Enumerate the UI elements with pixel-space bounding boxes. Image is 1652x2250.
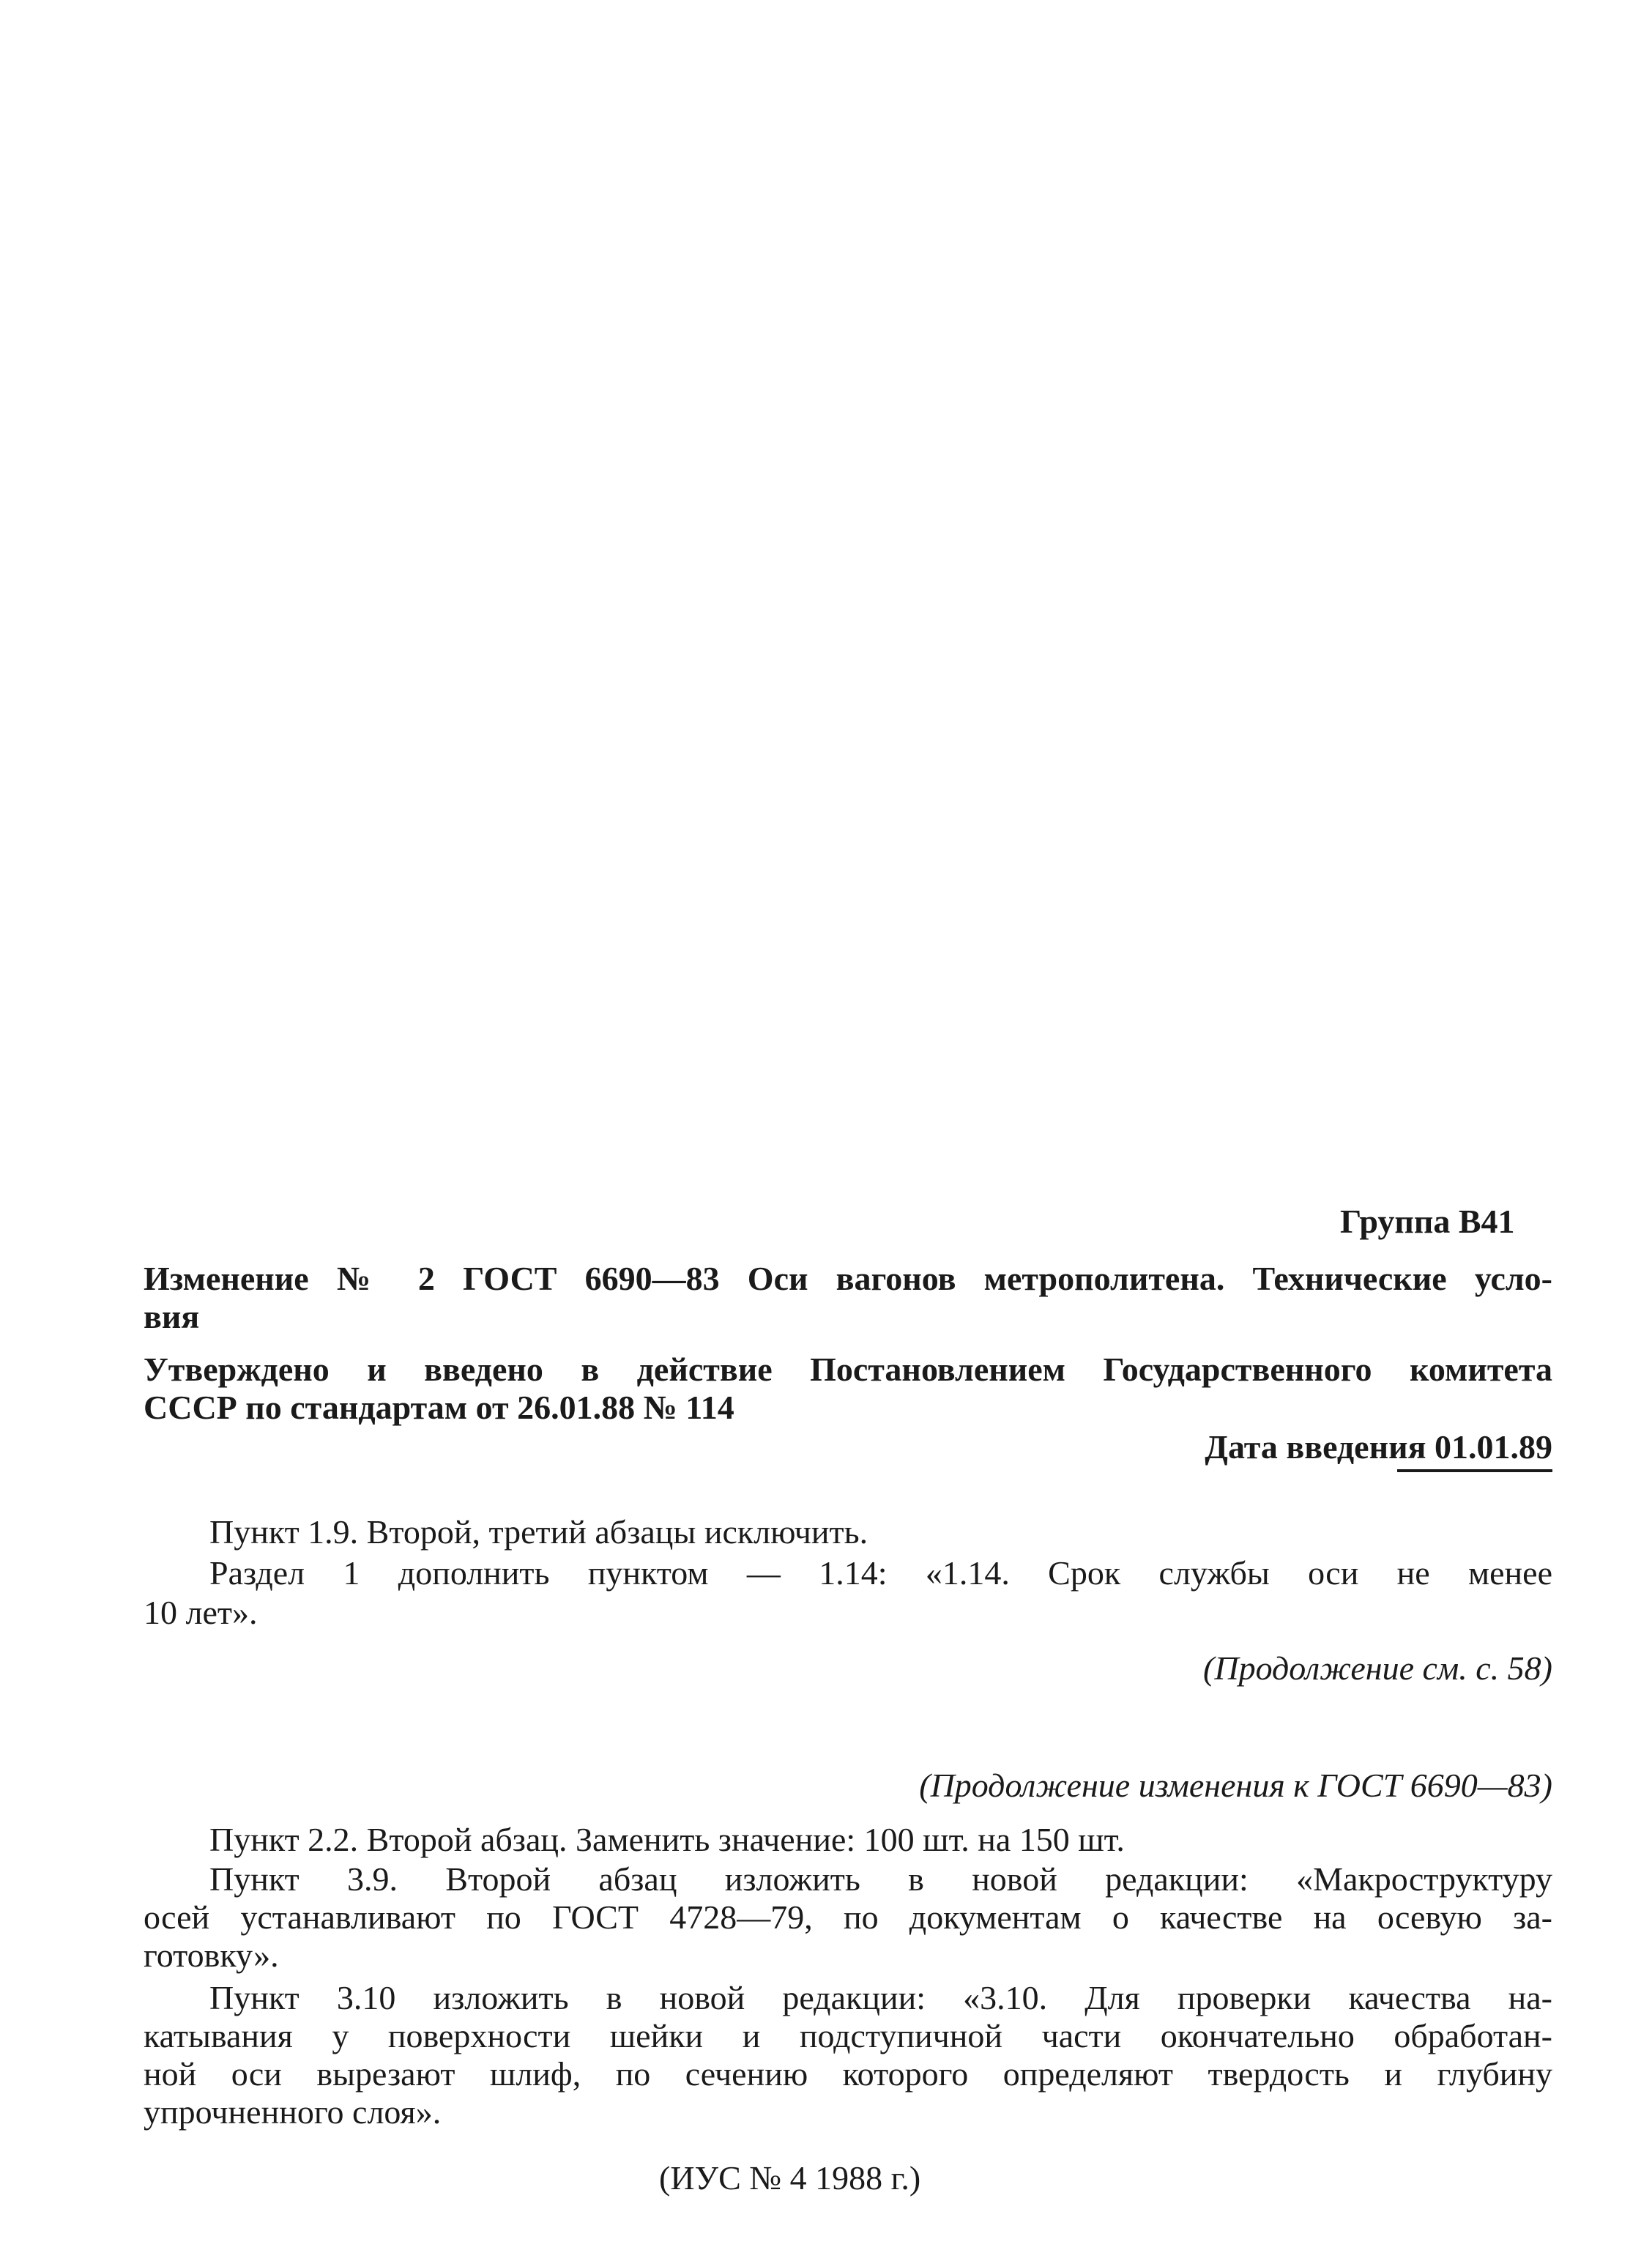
source-reference: (ИУС № 4 1988 г.)	[659, 2159, 921, 2197]
paragraph-3-10-line-2: катывания у поверхности шейки и подступичной части окончательно обработан-	[144, 2017, 1552, 2054]
paragraph-section-1-addition-continued: 10 лет».	[144, 1594, 258, 1631]
group-code: Группа В41	[1340, 1203, 1515, 1240]
paragraph-3-9: Пункт 3.9. Второй абзац изложить в новой редакции: «Макроструктуру	[209, 1860, 1552, 1898]
effective-date-label: Дата введения	[1205, 1428, 1426, 1466]
paragraph-1-9: Пункт 1.9. Второй, третий абзацы исключить.	[209, 1513, 868, 1551]
effective-date-value: 01.01.89	[1435, 1428, 1552, 1466]
paragraph-section-1-addition: Раздел 1 дополнить пунктом — 1.14: «1.14. Срок службы оси не менее	[209, 1554, 1552, 1592]
document-title-continued: вия	[144, 1298, 200, 1335]
effective-date-underline	[1397, 1469, 1552, 1472]
approval-statement: Утверждено и введено в действие Постановлением Государственного комитета	[144, 1351, 1552, 1388]
paragraph-3-9-line-2: осей устанавливают по ГОСТ 4728—79, по документам о качестве на осевую за-	[144, 1898, 1552, 1936]
continuation-heading: (Продолжение изменения к ГОСТ 6690—83)	[919, 1767, 1552, 1804]
paragraph-3-10: Пункт 3.10 изложить в новой редакции: «3.10. Для проверки качества на-	[209, 1979, 1552, 2016]
paragraph-3-9-line-3: готовку».	[144, 1937, 279, 1974]
document-title: Изменение № 2 ГОСТ 6690—83 Оси вагонов метрополитена. Технические усло-	[144, 1260, 1552, 1297]
effective-date	[952, 1427, 1552, 1468]
paragraph-3-10-line-3: ной оси вырезают шлиф, по сечению которого определяют твердость и глубину	[144, 2055, 1552, 2093]
paragraph-2-2: Пункт 2.2. Второй абзац. Заменить значение: 100 шт. на 150 шт.	[209, 1821, 1125, 1858]
continuation-note: (Продолжение см. с. 58)	[1203, 1649, 1552, 1687]
paragraph-3-10-line-4: упрочненного слоя».	[144, 2093, 442, 2131]
approval-statement-continued: СССР по стандартам от 26.01.88 № 114	[144, 1389, 734, 1426]
